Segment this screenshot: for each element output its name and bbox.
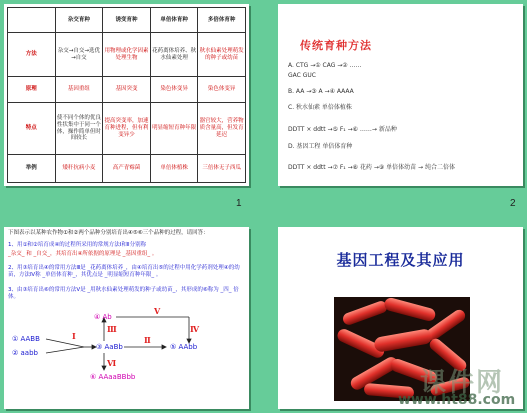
header-cell: 单倍体育种	[150, 8, 198, 33]
row-label: 举例	[8, 155, 56, 183]
table-cell: 单倍体植株	[150, 155, 198, 183]
question-3: 3、由③培育出⑥的常用方法Ⅴ是 _用秋水仙素处理萌发的种子或幼苗_，其形成的⑥称为 _四_ 倍体。	[8, 287, 239, 301]
diagram-line: C. 秋水仙素 单倍体植株	[288, 104, 352, 111]
table-cell: 使不同个体的优良性状集中于同一个体，操作简单但时间较长	[55, 103, 103, 155]
genotype-node-5: ⑤ AAbb	[170, 343, 198, 351]
header-cell: 杂交育种	[55, 8, 103, 33]
table-cell: 秋水仙素处理萌发的种子或幼苗	[198, 33, 246, 77]
table-cell: 染色体变异	[198, 77, 246, 103]
step-label: Ⅲ	[107, 324, 117, 334]
table-cell: 杂交→自交→选优→自交	[55, 33, 103, 77]
slide-thumbnail-1[interactable]	[4, 4, 249, 186]
row-label: 特点	[8, 103, 56, 155]
row-label: 方法	[8, 33, 56, 77]
header-cell	[8, 8, 56, 33]
genotype-node-4: ④ Ab	[94, 313, 112, 321]
header-cell: 诱变育种	[103, 8, 151, 33]
slide-title: 传统育种方法	[300, 39, 372, 52]
genotype-node-6: ⑥ AAaaBBbb	[90, 373, 136, 381]
step-label: Ⅵ	[107, 358, 117, 368]
table-cell: 花药离体培养、秋水仙素处理	[150, 33, 198, 77]
header-cell: 多倍体育种	[198, 8, 246, 33]
table-cell: 器官较大，营养物质含量高，但发育延迟	[198, 103, 246, 155]
diagram-line: GAC GUC	[288, 72, 316, 79]
table-row	[8, 77, 246, 103]
slide-thumbnail-3[interactable]	[4, 227, 249, 409]
diagram-line: D. 基因工程 单倍体育种	[288, 143, 353, 150]
breeding-comparison-table	[7, 7, 246, 183]
breeding-flow-diagram	[4, 307, 249, 407]
table-cell: 高产青霉菌	[103, 155, 151, 183]
question-1b: _杂交_ 和 _自交_，其培育出④所依据的原理是 _基因重组_ 。	[8, 251, 158, 257]
table-row	[8, 33, 246, 77]
row-label: 原理	[8, 77, 56, 103]
table-row	[8, 155, 246, 183]
step-label: Ⅱ	[144, 335, 151, 345]
slide-number: 1	[236, 198, 242, 209]
table-cell: 染色体变异	[150, 77, 198, 103]
watermark-url: www.ht88.com	[398, 392, 516, 408]
question-1a: 1、用①和②培育成④的过程所采用的常规方法Ⅰ和Ⅱ分别称	[8, 242, 147, 248]
watermark-logo: 课件网	[420, 368, 505, 398]
step-label: Ⅰ	[72, 331, 76, 341]
table-row	[8, 103, 246, 155]
table-cell: 基因重组	[55, 77, 103, 103]
table-cell: 矮秆抗病小麦	[55, 155, 103, 183]
table-cell: 基因突变	[103, 77, 151, 103]
step-label: Ⅴ	[154, 306, 161, 316]
table-header-row	[8, 8, 246, 33]
table-cell: 明显缩短育种年限	[150, 103, 198, 155]
table-cell: 提高突变率，加速育种进程，但有利变异少	[103, 103, 151, 155]
slide-title: 基因工程及其应用	[336, 251, 465, 269]
step-label: Ⅳ	[190, 324, 200, 334]
table-cell: 三倍体无子西瓜	[198, 155, 246, 183]
genotype-node-3: ③ AaBb	[96, 343, 123, 351]
diagram-line: DDTT × ddtt →⑤ F₁ →⑥ ……→ 新品种	[288, 126, 397, 133]
genotype-node-2: ② aabb	[12, 349, 38, 357]
slide-thumbnail-2[interactable]	[278, 4, 523, 186]
question-intro: 下图表示以某种农作物①和②两个品种分别培育出④⑤⑥三个品种的过程，请回答：	[8, 230, 209, 236]
diagram-line: A. CTG →① CAG →② ……	[288, 62, 362, 69]
diagram-line: B. AA →③ A →④ AAAA	[288, 88, 354, 95]
question-2: 2、用③培育出④的常用方法Ⅲ是 _花药离体培养_，由④培育出⑤的过程中用化学药剂处理④的幼苗，方法Ⅳ称 _单倍体育种_，其优点是 _明显缩短育种年限_ 。	[8, 265, 240, 279]
table-cell: 用物理或化学因素处理生物	[103, 33, 151, 77]
slide-number: 2	[510, 198, 516, 209]
diagram-line: DDTT × ddtt →⑦ F₁ →⑧ 花药 →⑨ 单倍体幼苗 → 纯合二倍体	[288, 164, 455, 171]
genotype-node-1: ① AABB	[12, 335, 40, 343]
